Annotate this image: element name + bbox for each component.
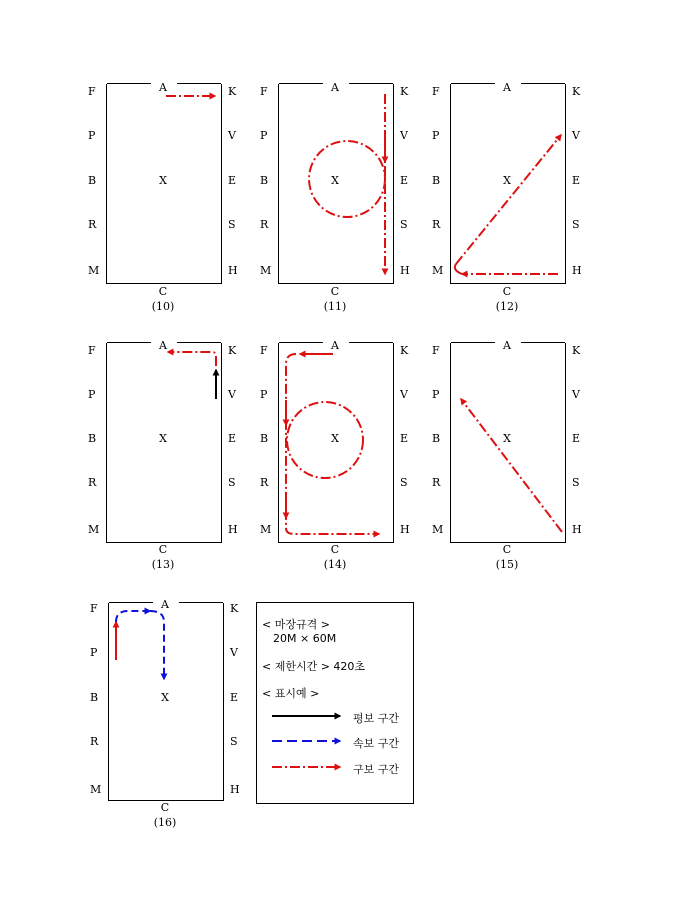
letter-v: V <box>228 129 236 142</box>
letter-f: F <box>88 344 96 357</box>
letter-x: X <box>331 432 339 445</box>
letter-e: E <box>572 174 581 187</box>
letter-f: F <box>90 602 98 615</box>
legend-title: < 표시예 > <box>262 687 320 700</box>
letter-e: E <box>228 432 237 445</box>
letter-e: E <box>230 691 239 704</box>
route-14-canter-left <box>286 354 379 534</box>
letter-k: K <box>230 602 239 615</box>
route-12-canter-diagonal <box>456 135 561 264</box>
letter-h: H <box>230 783 240 796</box>
letter-m: M <box>88 523 100 536</box>
letter-a: A <box>503 339 511 352</box>
letter-x: X <box>503 174 511 187</box>
letter-f: F <box>432 85 440 98</box>
letter-v: V <box>228 388 236 401</box>
letter-k: K <box>228 85 237 98</box>
letter-f: F <box>260 85 268 98</box>
letter-m: M <box>88 264 100 277</box>
letter-c: C <box>158 543 168 556</box>
letter-r: R <box>432 476 441 489</box>
letter-m: M <box>432 523 444 536</box>
route-13-canter <box>168 352 216 366</box>
legend-label-canter: 구보 구간 <box>353 763 400 776</box>
letter-s: S <box>572 476 580 489</box>
letter-v: V <box>400 388 408 401</box>
letter-m: M <box>90 783 102 796</box>
letter-c: C <box>330 543 340 556</box>
letter-r: R <box>88 476 97 489</box>
letter-b: B <box>90 691 99 704</box>
letter-m: M <box>260 264 272 277</box>
letter-h: H <box>572 264 582 277</box>
letter-v: V <box>572 388 580 401</box>
letter-s: S <box>400 218 408 231</box>
letter-h: H <box>228 523 238 536</box>
letter-p: P <box>260 129 268 142</box>
letter-p: P <box>90 646 98 659</box>
letter-a: A <box>159 81 167 94</box>
letter-b: B <box>88 432 97 445</box>
letter-v: V <box>572 129 580 142</box>
letter-b: B <box>432 174 441 187</box>
letter-c: C <box>502 543 512 556</box>
letter-x: X <box>159 174 167 187</box>
letter-f: F <box>88 85 96 98</box>
letter-a: A <box>331 81 339 94</box>
letter-b: B <box>260 174 269 187</box>
letter-c: C <box>158 285 168 298</box>
letter-h: H <box>400 523 410 536</box>
letter-a: A <box>503 81 511 94</box>
letter-x: X <box>331 174 339 187</box>
letter-c: C <box>330 285 340 298</box>
route-16-trot-down <box>150 611 164 679</box>
route-11-canter-circle <box>309 141 385 217</box>
letter-p: P <box>432 129 440 142</box>
letter-f: F <box>432 344 440 357</box>
diagram-caption: (11) <box>323 300 347 313</box>
diagram-caption: (12) <box>495 300 519 313</box>
letter-r: R <box>90 735 99 748</box>
letter-k: K <box>228 344 237 357</box>
letter-s: S <box>572 218 580 231</box>
letter-x: X <box>161 691 169 704</box>
diagram-caption: (13) <box>151 558 175 571</box>
diagram-caption: (16) <box>153 816 177 829</box>
arena-spec-title: < 마장규격 > <box>262 618 330 631</box>
route-16-trot-top <box>116 611 150 622</box>
letter-v: V <box>400 129 408 142</box>
letter-r: R <box>88 218 97 231</box>
arena-spec-value: 20M × 60M <box>273 632 337 645</box>
route-12-canter-corner <box>455 264 462 274</box>
letter-a: A <box>161 598 169 611</box>
letter-k: K <box>400 85 409 98</box>
letter-p: P <box>88 388 96 401</box>
letter-c: C <box>502 285 512 298</box>
letter-k: K <box>400 344 409 357</box>
diagram-caption: (15) <box>495 558 519 571</box>
letter-m: M <box>260 523 272 536</box>
diagram-caption: (14) <box>323 558 347 571</box>
letter-x: X <box>503 432 511 445</box>
letter-v: V <box>230 646 238 659</box>
letter-r: R <box>432 218 441 231</box>
letter-c: C <box>160 801 170 814</box>
letter-s: S <box>230 735 238 748</box>
letter-x: X <box>159 432 167 445</box>
letter-r: R <box>260 218 269 231</box>
letter-f: F <box>260 344 268 357</box>
letter-e: E <box>228 174 237 187</box>
letter-h: H <box>572 523 582 536</box>
letter-e: E <box>572 432 581 445</box>
letter-e: E <box>400 432 409 445</box>
route-14-canter-circle <box>287 402 363 478</box>
letter-p: P <box>432 388 440 401</box>
letter-m: M <box>432 264 444 277</box>
letter-e: E <box>400 174 409 187</box>
letter-b: B <box>88 174 97 187</box>
time-limit: < 제한시간 > 420초 <box>262 660 366 673</box>
letter-p: P <box>260 388 268 401</box>
diagram-caption: (10) <box>151 300 175 313</box>
letter-s: S <box>400 476 408 489</box>
letter-a: A <box>331 339 339 352</box>
letter-k: K <box>572 344 581 357</box>
letter-h: H <box>228 264 238 277</box>
letter-h: H <box>400 264 410 277</box>
letter-p: P <box>88 129 96 142</box>
letter-b: B <box>432 432 441 445</box>
letter-r: R <box>260 476 269 489</box>
letter-k: K <box>572 85 581 98</box>
letter-s: S <box>228 218 236 231</box>
route-15-canter <box>461 399 562 532</box>
letter-s: S <box>228 476 236 489</box>
legend-label-walk: 평보 구간 <box>353 712 400 725</box>
legend-label-trot: 속보 구간 <box>353 737 400 750</box>
letter-a: A <box>159 339 167 352</box>
letter-b: B <box>260 432 269 445</box>
